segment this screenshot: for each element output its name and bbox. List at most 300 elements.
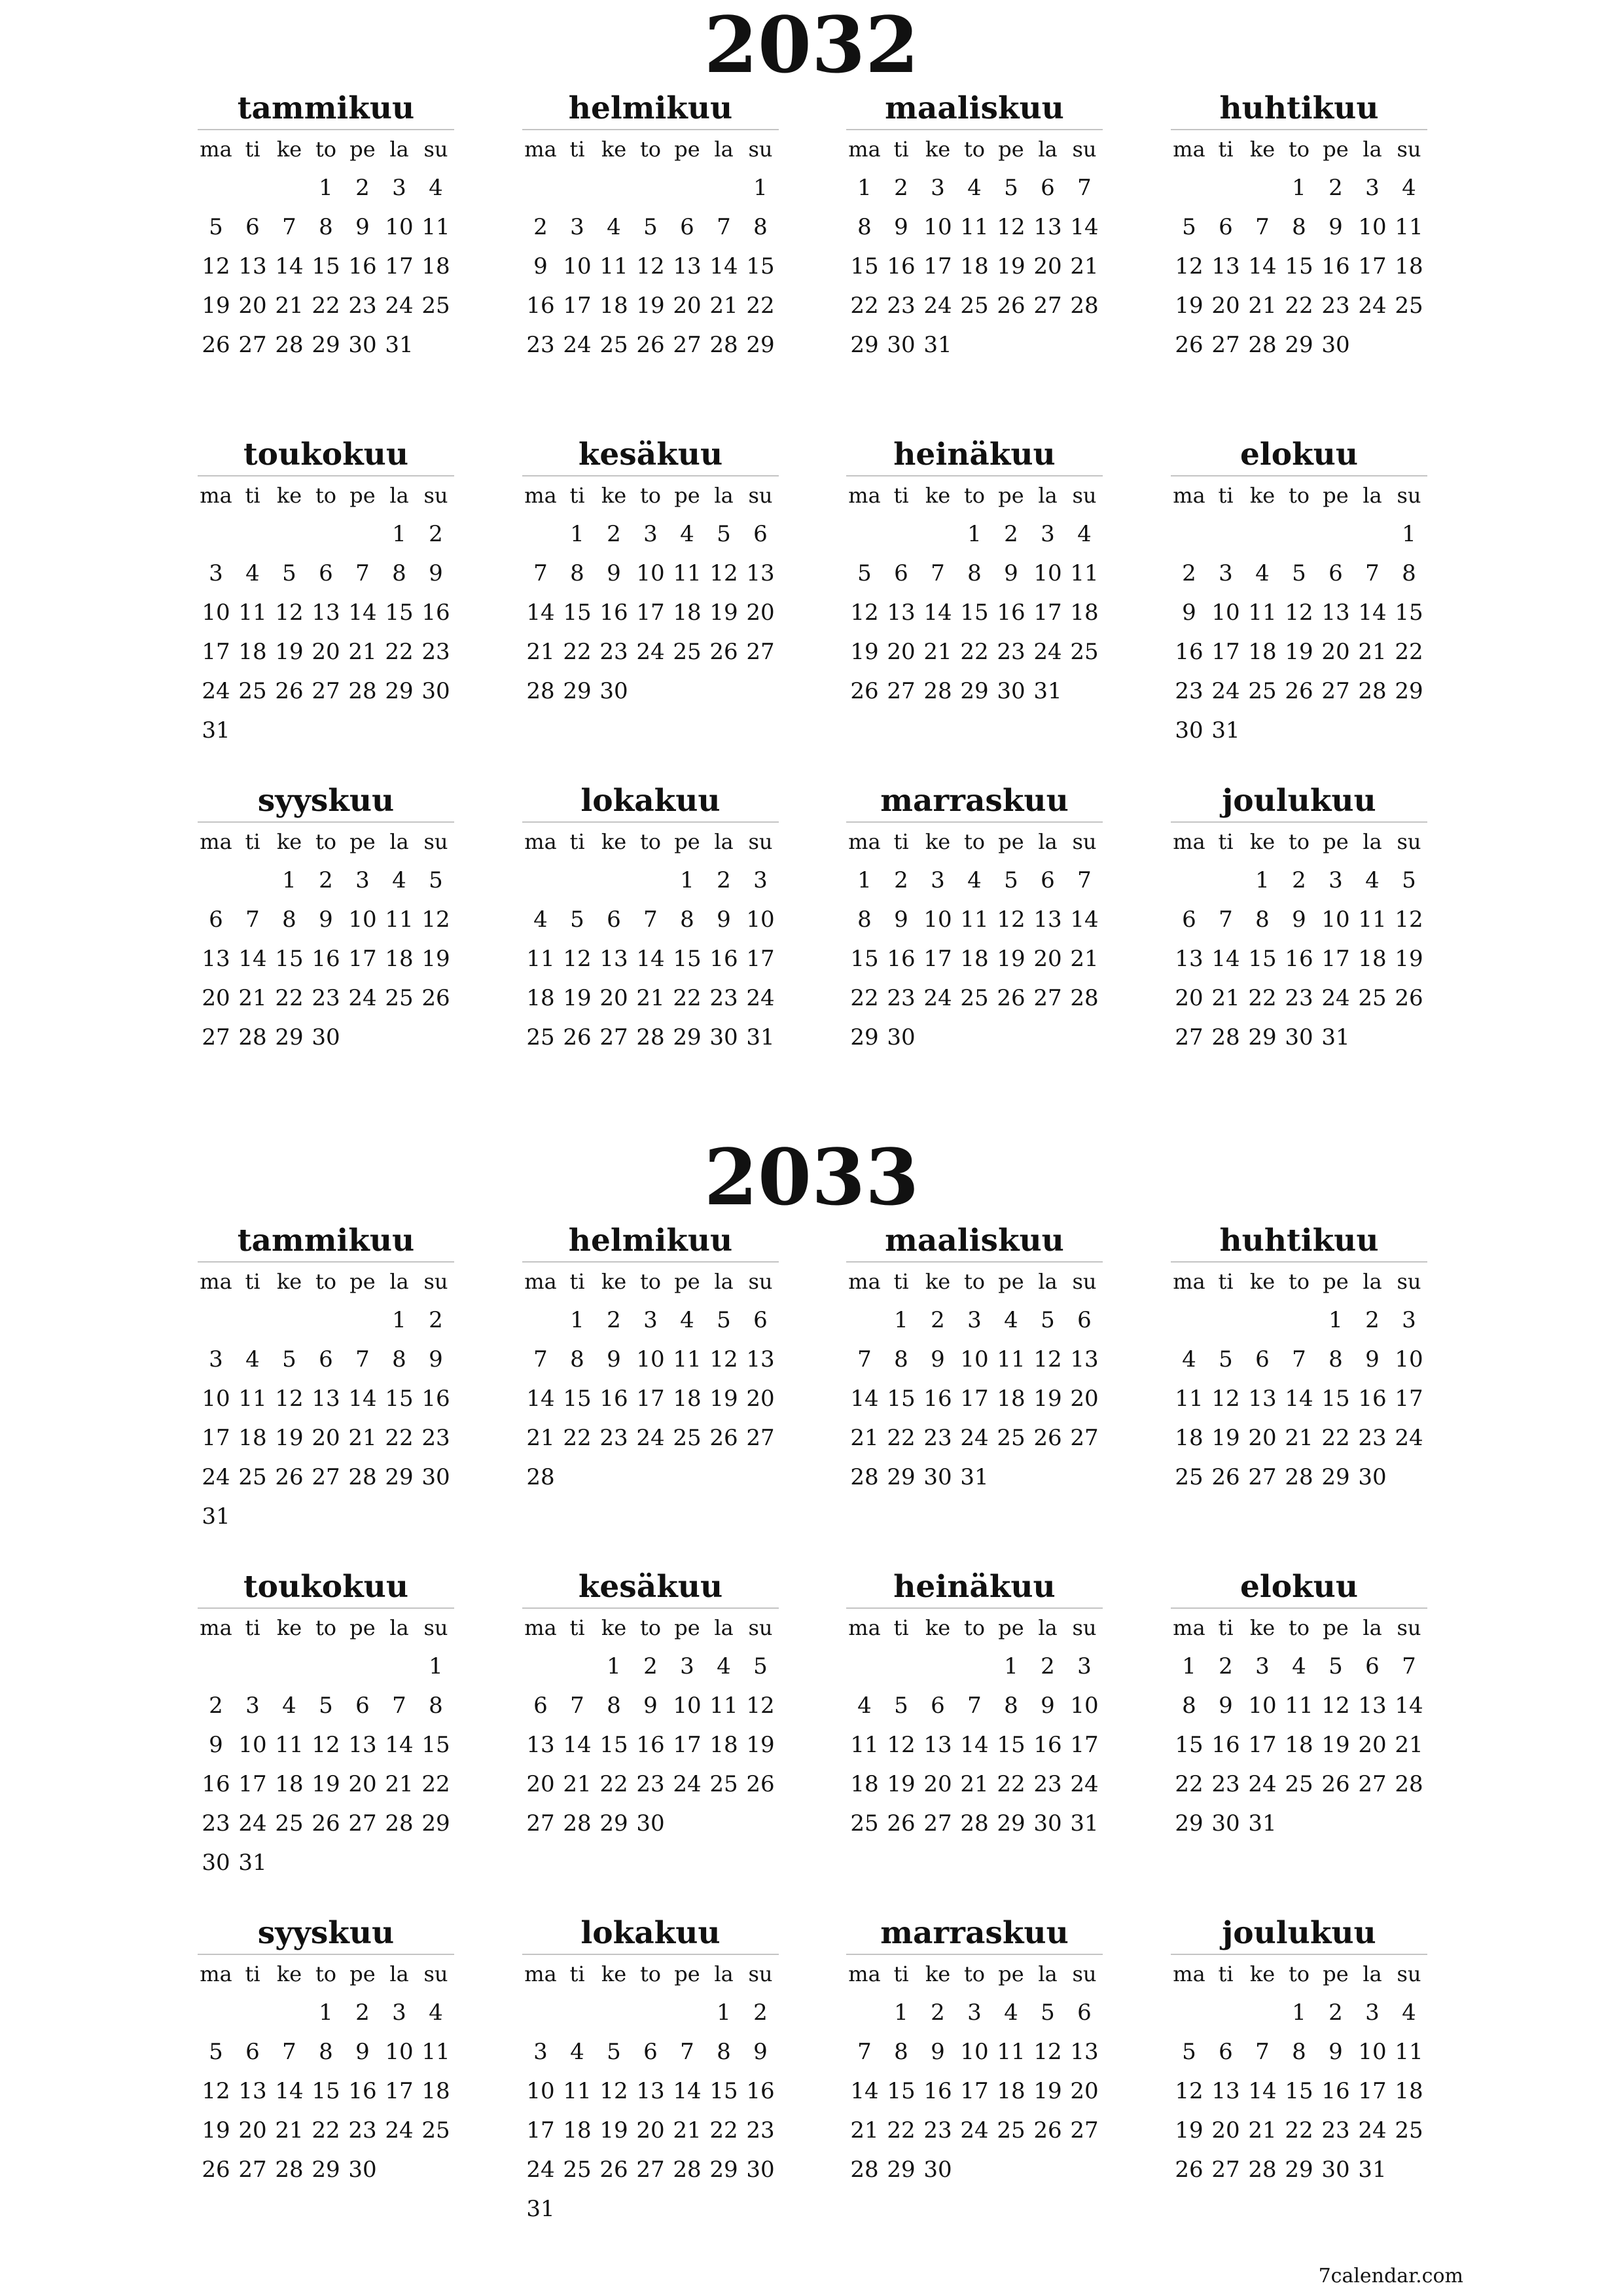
day-cell: 16	[348, 253, 377, 279]
day-cell: 19	[1211, 1425, 1240, 1451]
weekday-label: ma	[200, 137, 232, 162]
weekday-label: to	[639, 1269, 662, 1294]
day-cell: 23	[1285, 985, 1313, 1011]
month-block	[522, 781, 779, 1057]
weekday-label: to	[639, 829, 662, 854]
day-cell: 18	[709, 1732, 738, 1758]
day-cell: 26	[421, 985, 450, 1011]
day-cell: 24	[348, 985, 377, 1011]
day-cell: 30	[1175, 717, 1204, 744]
day-cell: 20	[1211, 2117, 1240, 2144]
day-cell: 17	[1070, 1732, 1099, 1758]
day-cell: 5	[319, 1693, 333, 1719]
day-cell: 17	[1033, 600, 1062, 626]
day-cell: 28	[1285, 1464, 1313, 1490]
day-cell: 4	[1402, 2000, 1416, 2026]
day-cell: 4	[1255, 560, 1270, 586]
day-cell: 11	[1395, 2039, 1423, 2065]
day-cell: 10	[960, 1346, 989, 1372]
day-cell: 17	[1321, 946, 1350, 972]
weekday-label: su	[423, 137, 448, 162]
day-cell: 26	[746, 1771, 775, 1797]
day-cell: 18	[997, 2078, 1026, 2104]
weekday-label: su	[423, 1615, 448, 1640]
day-cell: 29	[1248, 1024, 1277, 1050]
month-block	[846, 781, 1103, 1057]
weekday-label: pe	[998, 483, 1024, 508]
day-cell: 1	[680, 867, 694, 893]
weekday-header	[198, 476, 454, 514]
day-cell: 17	[202, 1425, 230, 1451]
day-cell: 13	[312, 1386, 340, 1412]
day-cell: 21	[348, 639, 377, 665]
day-cell: 23	[421, 1425, 450, 1451]
day-cell: 26	[709, 1425, 738, 1451]
day-cell: 4	[1365, 867, 1380, 893]
weekday-header	[522, 1609, 779, 1647]
day-cell: 13	[1321, 600, 1350, 626]
day-cell: 24	[923, 293, 952, 319]
day-cell: 21	[850, 1425, 879, 1451]
month-title: huhtikuu	[1171, 1221, 1427, 1263]
day-cell: 25	[997, 2117, 1026, 2144]
day-cell: 21	[850, 2117, 879, 2144]
day-cell: 1	[1329, 1307, 1343, 1333]
day-cell: 25	[421, 293, 450, 319]
day-cell: 6	[245, 2039, 260, 2065]
weekday-label: pe	[998, 137, 1024, 162]
day-cell: 9	[1041, 1693, 1055, 1719]
day-cell: 13	[238, 253, 267, 279]
day-cell: 27	[312, 1464, 340, 1490]
day-cell: 27	[1070, 2117, 1099, 2144]
weekday-label: ke	[1249, 137, 1275, 162]
day-cell: 20	[1175, 985, 1204, 1011]
weekday-label: ke	[601, 1269, 627, 1294]
day-grid	[846, 861, 1103, 1057]
day-cell: 22	[850, 293, 879, 319]
day-cell: 31	[202, 717, 230, 744]
day-cell: 11	[1070, 560, 1099, 586]
day-grid	[522, 1647, 779, 1843]
day-cell: 11	[526, 946, 555, 972]
day-cell: 12	[563, 946, 592, 972]
day-cell: 19	[709, 1386, 738, 1412]
day-cell: 18	[1395, 253, 1423, 279]
day-cell: 22	[1285, 293, 1313, 319]
day-cell: 31	[385, 332, 414, 358]
day-cell: 14	[1395, 1693, 1423, 1719]
day-cell: 19	[275, 1425, 304, 1451]
day-cell: 6	[680, 214, 694, 240]
day-cell: 3	[392, 175, 406, 201]
day-grid	[198, 1993, 454, 2189]
day-cell: 21	[923, 639, 952, 665]
weekday-label: ti	[893, 137, 909, 162]
day-cell: 12	[1175, 2078, 1204, 2104]
day-cell: 20	[312, 639, 340, 665]
weekday-header	[846, 1263, 1103, 1300]
weekday-header	[846, 476, 1103, 514]
day-cell: 19	[1033, 1386, 1062, 1412]
weekday-label: la	[1038, 1615, 1058, 1640]
weekday-label: pe	[998, 1962, 1024, 1986]
day-cell: 24	[238, 1810, 267, 1837]
day-cell: 20	[1070, 2078, 1099, 2104]
day-cell: 3	[753, 867, 768, 893]
day-cell: 15	[275, 946, 304, 972]
day-cell: 2	[894, 867, 908, 893]
day-cell: 2	[429, 1307, 443, 1333]
day-cell: 8	[429, 1693, 443, 1719]
day-cell: 8	[1329, 1346, 1343, 1372]
weekday-label: ti	[245, 137, 260, 162]
day-cell: 23	[997, 639, 1026, 665]
day-cell: 6	[319, 560, 333, 586]
day-cell: 12	[421, 906, 450, 933]
day-cell: 31	[746, 1024, 775, 1050]
day-cell: 17	[960, 2078, 989, 2104]
weekday-header	[1171, 823, 1427, 861]
day-cell: 3	[209, 1346, 223, 1372]
weekday-label: to	[963, 829, 986, 854]
day-cell: 13	[636, 2078, 665, 2104]
day-cell: 7	[1365, 560, 1380, 586]
day-cell: 26	[1395, 985, 1423, 1011]
weekday-label: to	[639, 1962, 662, 1986]
weekday-header	[846, 130, 1103, 168]
day-cell: 1	[753, 175, 768, 201]
day-cell: 19	[563, 985, 592, 1011]
day-cell: 25	[850, 1810, 879, 1837]
day-cell: 21	[1248, 2117, 1277, 2144]
day-cell: 8	[1182, 1693, 1196, 1719]
day-cell: 11	[1175, 1386, 1204, 1412]
day-cell: 28	[636, 1024, 665, 1050]
day-cell: 24	[202, 1464, 230, 1490]
day-cell: 22	[421, 1771, 450, 1797]
month-block	[522, 1913, 779, 2229]
day-cell: 19	[1175, 293, 1204, 319]
day-cell: 18	[1175, 1425, 1204, 1451]
day-cell: 29	[997, 1810, 1026, 1837]
day-cell: 18	[1285, 1732, 1313, 1758]
day-cell: 29	[850, 332, 879, 358]
day-cell: 17	[385, 253, 414, 279]
day-cell: 15	[746, 253, 775, 279]
day-cell: 15	[1321, 1386, 1350, 1412]
day-cell: 25	[238, 678, 267, 704]
day-cell: 2	[607, 521, 621, 547]
weekday-label: ti	[245, 483, 260, 508]
weekday-label: pe	[674, 1615, 700, 1640]
day-cell: 11	[850, 1732, 879, 1758]
day-cell: 8	[753, 214, 768, 240]
day-cell: 19	[202, 293, 230, 319]
weekday-label: ke	[925, 829, 951, 854]
day-cell: 30	[923, 2157, 952, 2183]
day-cell: 22	[709, 2117, 738, 2144]
day-cell: 3	[570, 214, 584, 240]
day-cell: 2	[1182, 560, 1196, 586]
day-cell: 3	[967, 2000, 982, 2026]
day-cell: 31	[1211, 717, 1240, 744]
day-cell: 13	[1358, 1693, 1387, 1719]
day-cell: 15	[421, 1732, 450, 1758]
day-cell: 15	[709, 2078, 738, 2104]
day-cell: 21	[1395, 1732, 1423, 1758]
month-title: maaliskuu	[846, 1221, 1103, 1263]
day-cell: 3	[1365, 2000, 1380, 2026]
weekday-label: pe	[674, 483, 700, 508]
day-cell: 9	[355, 214, 370, 240]
day-cell: 26	[997, 985, 1026, 1011]
weekday-label: pe	[1323, 1269, 1349, 1294]
weekday-header	[198, 1263, 454, 1300]
day-cell: 30	[1321, 2157, 1350, 2183]
day-cell: 12	[709, 1346, 738, 1372]
weekday-label: to	[639, 1615, 662, 1640]
day-cell: 18	[421, 2078, 450, 2104]
day-cell: 11	[385, 906, 414, 933]
day-cell: 27	[923, 1810, 952, 1837]
day-cell: 10	[348, 906, 377, 933]
day-cell: 9	[607, 560, 621, 586]
weekday-label: ma	[200, 829, 232, 854]
day-grid	[1171, 1300, 1427, 1497]
day-grid	[522, 1993, 779, 2229]
day-cell: 4	[607, 214, 621, 240]
day-cell: 8	[894, 2039, 908, 2065]
day-cell: 1	[717, 2000, 731, 2026]
day-cell: 26	[1175, 332, 1204, 358]
day-grid	[198, 1647, 454, 1882]
day-cell: 9	[1329, 214, 1343, 240]
day-cell: 10	[636, 1346, 665, 1372]
day-cell: 25	[1395, 293, 1423, 319]
day-cell: 5	[282, 560, 296, 586]
day-cell: 25	[673, 1425, 702, 1451]
day-cell: 23	[348, 293, 377, 319]
day-cell: 18	[1070, 600, 1099, 626]
month-block	[1171, 1567, 1427, 1843]
weekday-label: ke	[601, 1615, 627, 1640]
day-cell: 10	[202, 600, 230, 626]
day-cell: 16	[421, 600, 450, 626]
day-cell: 21	[526, 639, 555, 665]
weekday-label: la	[1038, 483, 1058, 508]
day-cell: 18	[421, 253, 450, 279]
day-cell: 28	[348, 678, 377, 704]
year-heading: 2033	[704, 1132, 919, 1223]
weekday-header	[846, 1609, 1103, 1647]
day-cell: 29	[275, 1024, 304, 1050]
day-cell: 3	[643, 521, 658, 547]
day-cell: 22	[1248, 985, 1277, 1011]
day-cell: 14	[275, 2078, 304, 2104]
day-cell: 17	[1358, 2078, 1387, 2104]
day-cell: 24	[960, 2117, 989, 2144]
day-cell: 15	[887, 2078, 916, 2104]
day-cell: 10	[923, 906, 952, 933]
day-cell: 21	[709, 293, 738, 319]
weekday-label: ke	[601, 137, 627, 162]
day-cell: 30	[746, 2157, 775, 2183]
day-cell: 16	[923, 1386, 952, 1412]
day-cell: 15	[312, 2078, 340, 2104]
day-cell: 29	[312, 2157, 340, 2183]
weekday-label: su	[1397, 1269, 1421, 1294]
day-cell: 12	[850, 600, 879, 626]
day-cell: 28	[1395, 1771, 1423, 1797]
day-cell: 1	[319, 175, 333, 201]
weekday-label: to	[963, 137, 986, 162]
day-cell: 11	[238, 600, 267, 626]
day-cell: 15	[1395, 600, 1423, 626]
day-cell: 6	[319, 1346, 333, 1372]
day-grid	[198, 861, 454, 1057]
day-cell: 27	[526, 1810, 555, 1837]
day-cell: 10	[526, 2078, 555, 2104]
day-cell: 2	[209, 1693, 223, 1719]
day-cell: 7	[533, 560, 548, 586]
day-cell: 10	[960, 2039, 989, 2065]
day-cell: 4	[245, 1346, 260, 1372]
day-cell: 20	[238, 293, 267, 319]
day-cell: 7	[282, 214, 296, 240]
day-cell: 30	[923, 1464, 952, 1490]
day-cell: 26	[709, 639, 738, 665]
day-cell: 25	[238, 1464, 267, 1490]
month-block	[1171, 781, 1427, 1057]
day-cell: 9	[931, 2039, 945, 2065]
weekday-label: ti	[569, 1269, 585, 1294]
day-cell: 5	[1402, 867, 1416, 893]
day-cell: 30	[887, 332, 916, 358]
day-cell: 12	[997, 214, 1026, 240]
day-cell: 2	[931, 1307, 945, 1333]
month-block	[846, 1221, 1103, 1497]
day-cell: 22	[960, 639, 989, 665]
day-cell: 28	[526, 678, 555, 704]
day-cell: 11	[421, 214, 450, 240]
month-title: elokuu	[1171, 1567, 1427, 1609]
day-cell: 3	[1219, 560, 1233, 586]
day-cell: 19	[275, 639, 304, 665]
weekday-label: su	[748, 1962, 773, 1986]
day-cell: 29	[312, 332, 340, 358]
weekday-label: la	[714, 137, 734, 162]
day-grid	[846, 1647, 1103, 1843]
day-cell: 28	[1248, 332, 1277, 358]
day-cell: 18	[275, 1771, 304, 1797]
weekday-label: to	[1288, 1269, 1310, 1294]
day-cell: 5	[1004, 175, 1018, 201]
day-cell: 9	[355, 2039, 370, 2065]
day-cell: 8	[1402, 560, 1416, 586]
day-cell: 24	[1211, 678, 1240, 704]
day-cell: 12	[1211, 1386, 1240, 1412]
day-cell: 16	[887, 253, 916, 279]
day-cell: 10	[673, 1693, 702, 1719]
weekday-label: ti	[1218, 829, 1234, 854]
day-cell: 6	[1255, 1346, 1270, 1372]
day-cell: 4	[1292, 1653, 1306, 1679]
day-cell: 14	[1248, 253, 1277, 279]
day-cell: 17	[923, 946, 952, 972]
day-cell: 25	[1358, 985, 1387, 1011]
day-cell: 18	[997, 1386, 1026, 1412]
weekday-label: to	[963, 1269, 986, 1294]
day-cell: 1	[392, 521, 406, 547]
day-cell: 24	[1358, 293, 1387, 319]
day-cell: 28	[673, 2157, 702, 2183]
day-cell: 23	[312, 985, 340, 1011]
weekday-label: to	[315, 1962, 337, 1986]
day-cell: 16	[348, 2078, 377, 2104]
day-cell: 1	[570, 521, 584, 547]
day-cell: 24	[202, 678, 230, 704]
weekday-label: la	[714, 483, 734, 508]
day-cell: 19	[746, 1732, 775, 1758]
weekday-label: pe	[349, 1615, 376, 1640]
day-cell: 11	[960, 906, 989, 933]
weekday-label: ke	[276, 1962, 302, 1986]
weekday-label: ke	[276, 483, 302, 508]
day-cell: 6	[1077, 1307, 1092, 1333]
day-cell: 12	[1321, 1693, 1350, 1719]
day-cell: 4	[245, 560, 260, 586]
day-cell: 7	[931, 560, 945, 586]
day-cell: 26	[1175, 2157, 1204, 2183]
day-cell: 23	[887, 293, 916, 319]
day-cell: 29	[850, 1024, 879, 1050]
day-cell: 13	[923, 1732, 952, 1758]
day-cell: 26	[1321, 1771, 1350, 1797]
weekday-label: ma	[1173, 1615, 1205, 1640]
day-cell: 23	[1358, 1425, 1387, 1451]
weekday-header	[1171, 1609, 1427, 1647]
month-title: kesäkuu	[522, 435, 779, 476]
day-cell: 13	[673, 253, 702, 279]
day-cell: 24	[1070, 1771, 1099, 1797]
day-cell: 6	[607, 906, 621, 933]
day-cell: 23	[709, 985, 738, 1011]
weekday-label: la	[714, 1615, 734, 1640]
day-cell: 10	[1395, 1346, 1423, 1372]
day-cell: 11	[1358, 906, 1387, 933]
weekday-label: to	[1288, 1962, 1310, 1986]
weekday-label: su	[748, 1615, 773, 1640]
day-cell: 11	[275, 1732, 304, 1758]
day-cell: 13	[1248, 1386, 1277, 1412]
day-cell: 9	[429, 560, 443, 586]
weekday-label: su	[1072, 1615, 1097, 1640]
day-cell: 15	[385, 1386, 414, 1412]
day-cell: 2	[319, 867, 333, 893]
day-cell: 20	[348, 1771, 377, 1797]
day-cell: 29	[1395, 678, 1423, 704]
weekday-label: ma	[1173, 137, 1205, 162]
day-cell: 27	[238, 2157, 267, 2183]
day-cell: 4	[680, 1307, 694, 1333]
day-cell: 13	[1175, 946, 1204, 972]
day-cell: 10	[563, 253, 592, 279]
weekday-label: la	[1363, 829, 1382, 854]
day-cell: 24	[526, 2157, 555, 2183]
day-cell: 7	[680, 2039, 694, 2065]
weekday-label: ke	[276, 1269, 302, 1294]
